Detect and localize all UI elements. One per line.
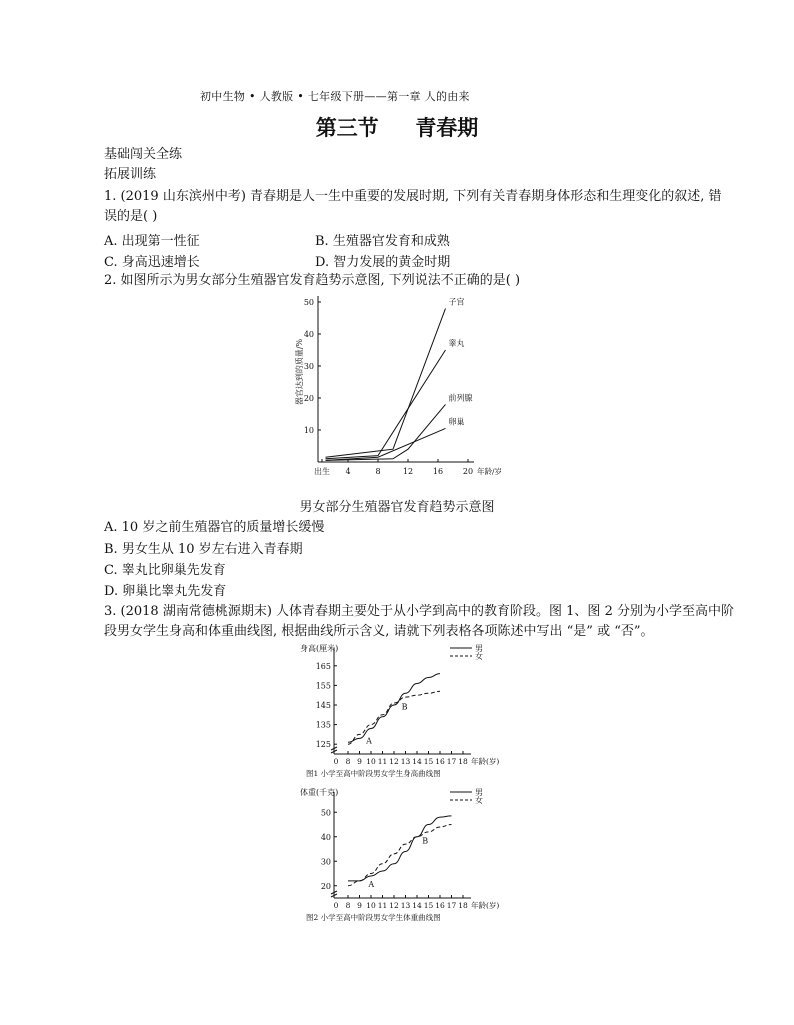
series-line-睾丸	[326, 350, 446, 459]
page-title	[0, 112, 794, 142]
x-tick-label: 16	[435, 901, 445, 910]
x-tick-label: 14	[412, 901, 422, 910]
point-label-a: A	[368, 879, 375, 889]
y-tick-label: 20	[303, 394, 314, 403]
y-tick-label: 50	[320, 808, 331, 818]
x-tick-label: 9	[357, 757, 362, 766]
q2-option-b: B. 男女生从 10 岁左右进入青春期	[104, 542, 303, 557]
series-line-前列腺	[326, 404, 446, 460]
x-tick-label: 8	[345, 757, 351, 766]
organ-development-chart	[280, 290, 520, 490]
x-tick-label: 13	[400, 757, 411, 766]
y-tick-label: 20	[320, 881, 331, 891]
series-curve-女	[348, 825, 452, 886]
y-axis-label: 体重(千克)	[300, 788, 339, 797]
x-tick-label: 17	[446, 901, 457, 910]
section-basic: 基础闯关全练	[104, 147, 183, 162]
x-tick-label: 11	[377, 757, 388, 766]
point-label-b: B	[422, 836, 429, 846]
x-tick-label: 10	[366, 757, 376, 766]
x-tick-label: 12	[402, 467, 414, 476]
x-tick-label: 4	[345, 467, 351, 476]
section-name: 青春期	[415, 115, 479, 140]
q1-option-b: B. 生殖器官发育和成熟	[315, 234, 450, 249]
series-curve-女	[348, 691, 440, 744]
x-tick-label: 12	[389, 901, 399, 910]
x-tick-label: 12	[389, 757, 399, 766]
x-tick-label: 10	[366, 901, 376, 910]
q2-option-c: C. 睾丸比卵巢先发育	[104, 563, 226, 578]
q2-option-a: A. 10 岁之前生殖器官的质量增长缓慢	[104, 520, 325, 535]
q3-stem-line2: 段男女学生身高和体重曲线图, 根据曲线所示含义, 请就下列表格各项陈述中写出 “是” 或 “否”。	[104, 624, 654, 639]
y-tick-label: 165	[315, 661, 331, 671]
x-tick-label: 18	[458, 901, 468, 910]
series-label: 子宫	[448, 297, 465, 307]
y-tick-label: 30	[320, 857, 331, 867]
q1-option-c: C. 身高迅速增长	[104, 255, 200, 270]
y-tick-label: 135	[315, 720, 331, 730]
series-line-子宫	[326, 308, 446, 457]
chart-caption: 图1 小学至高中阶段男女学生身高曲线图	[306, 769, 441, 778]
q2-option-d: D. 卵巢比睾丸先发育	[104, 584, 227, 599]
y-tick-label: 40	[303, 330, 314, 339]
chart-caption: 图2 小学至高中阶段男女学生体重曲线图	[306, 913, 441, 922]
q1-stem-line2: 误的是( )	[104, 209, 158, 224]
section-ext: 拓展训练	[104, 167, 157, 182]
page-header: 初中生物 • 人教版 • 七年级下册——第一章 人的由来	[200, 90, 470, 103]
y-axis-label: 身高(厘米)	[300, 644, 339, 653]
section-number: 第三节	[315, 115, 379, 140]
y-tick-label: 50	[303, 298, 314, 307]
series-label: 卵巢	[448, 417, 465, 427]
x-tick-label: 14	[412, 757, 422, 766]
x-tick-label: 15	[423, 901, 434, 910]
q2-stem: 2. 如图所示为男女部分生殖器官发育趋势示意图, 下列说法不正确的是( )	[104, 273, 521, 288]
x-tick-label: 16	[435, 757, 445, 766]
x-axis-label: 年龄(岁)	[471, 901, 500, 910]
legend-label: 男	[475, 644, 483, 653]
series-label: 睾丸	[448, 339, 465, 348]
q2-caption: 男女部分生殖器官发育趋势示意图	[299, 500, 495, 515]
legend-label: 女	[475, 652, 483, 661]
y-tick-label: 40	[320, 832, 331, 842]
x-tick-label: 17	[446, 757, 457, 766]
x-tick-label: 18	[458, 757, 468, 766]
q1-stem-line1: 1. (2019 山东滨州中考) 青春期是人一生中重要的发展时期, 下列有关青春期身体形态和生理变化的叙述, 错	[104, 189, 722, 204]
y-tick-label: 125	[315, 740, 331, 750]
x-tick-label: 11	[377, 901, 388, 910]
series-label: 前列腺	[448, 393, 473, 403]
x-tick-label: 13	[400, 901, 411, 910]
x-tick-label: 16	[432, 467, 444, 476]
x-axis-label: 年龄/岁	[477, 467, 503, 476]
y-tick-label: 145	[315, 701, 331, 710]
x-tick-label: 0	[333, 901, 339, 910]
q1-option-a: A. 出现第一性征	[104, 234, 200, 249]
y-axis-label: 器官达到的质量/%	[295, 338, 304, 406]
x-axis-label: 年龄(岁)	[471, 757, 500, 766]
y-tick-label: 30	[303, 362, 314, 371]
y-tick-label: 10	[303, 426, 314, 435]
x-tick-label: 20	[462, 467, 474, 476]
weight-chart	[300, 786, 520, 928]
point-label-b: B	[401, 702, 408, 712]
point-label-a: A	[366, 736, 372, 746]
y-tick-label: 155	[315, 681, 331, 691]
height-chart	[300, 642, 520, 784]
x-tick-label: 0	[333, 757, 339, 766]
x-tick-label: 8	[375, 467, 381, 476]
x-tick-label: 9	[357, 901, 362, 910]
q1-option-d: D. 智力发展的黄金时期	[315, 255, 451, 270]
series-curve-男	[348, 674, 440, 746]
x-tick-label: 15	[423, 757, 434, 766]
legend-label: 男	[475, 788, 483, 797]
legend-label: 女	[475, 796, 483, 805]
x-tick-label: 出生	[314, 467, 330, 476]
x-tick-label: 8	[345, 901, 351, 910]
q3-stem-line1: 3. (2018 湖南常德桃源期末) 人体青春期主要处于从小学到高中的教育阶段。图 1、图 2 分别为小学至高中阶	[104, 604, 734, 619]
